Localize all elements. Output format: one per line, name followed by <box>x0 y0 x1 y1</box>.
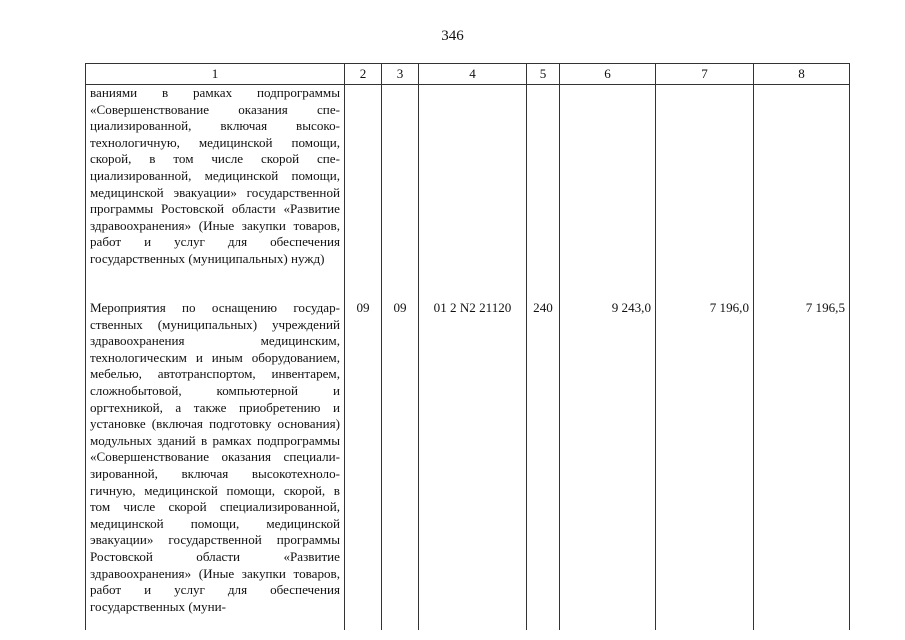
column-header: 5 <box>527 64 560 85</box>
amount-year-3: 7 196,5 <box>754 294 850 630</box>
expense-type-code: 240 <box>527 294 560 630</box>
column-header: 3 <box>382 64 419 85</box>
amount-year-2 <box>656 85 754 295</box>
amount-year-1: 9 243,0 <box>560 294 656 630</box>
amount-year-1 <box>560 85 656 295</box>
section-code <box>345 85 382 295</box>
row-description: Мероприятия по оснащению государственных (муниципальных) учреждений здравоохранения медицинским, технологическим и иным оборудованием, мебелью, автотранспортом, инвентарем, сложнобытовой, компьютерной и оргтехникой, а также приобретению и установке (включая подготовку основания) модульных зданий в рамках подпрограммы «Совершенствование оказания специализированной, включая высокотехнологичную, медицинской помощи, скорой, в том числе скорой специализированной, медицинской помощи, медицинской эвакуации» государственной программы Ростовской области «Развитие здравоохранения» (Иные закупки товаров, работ и услуг для обеспечения государственных (муни- <box>86 294 345 630</box>
column-header: 6 <box>560 64 656 85</box>
column-header: 8 <box>754 64 850 85</box>
target-article-code <box>419 85 527 295</box>
row-description: ваниями в рамках подпрограммы «Совершенствование оказания специализированной, включая высокотехнологичную, медицинской помощи, скорой, в том числе скорой специализированной, медицинской помощи, медицинской эвакуации» государственной программы Ростовской области «Развитие здравоохранения» (Иные закупки товаров, работ и услуг для обеспечения государственных (муниципальных) нужд) <box>86 85 345 295</box>
subsection-code: 09 <box>382 294 419 630</box>
subsection-code <box>382 85 419 295</box>
column-number-row <box>86 64 850 85</box>
table-row <box>86 294 850 630</box>
amount-year-3 <box>754 85 850 295</box>
target-article-code: 01 2 N2 21120 <box>419 294 527 630</box>
section-code: 09 <box>345 294 382 630</box>
column-header: 4 <box>419 64 527 85</box>
column-header: 1 <box>86 64 345 85</box>
amount-year-2: 7 196,0 <box>656 294 754 630</box>
page-number: 346 <box>441 28 464 44</box>
column-header: 2 <box>345 64 382 85</box>
expense-type-code <box>527 85 560 295</box>
column-header: 7 <box>656 64 754 85</box>
table-row <box>86 85 850 295</box>
budget-table <box>85 63 850 630</box>
